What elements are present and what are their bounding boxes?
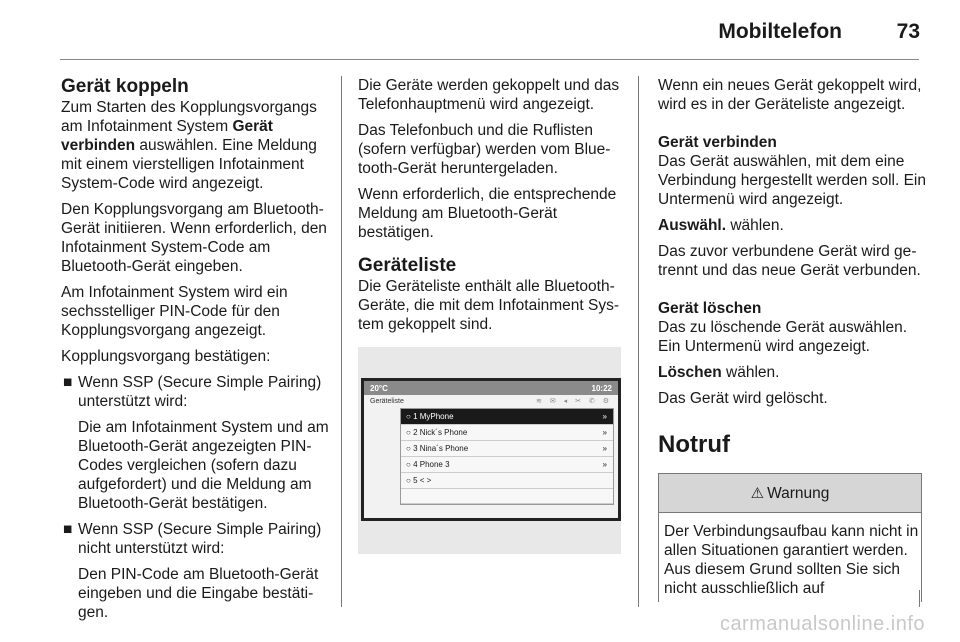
warning-text: Der Verbindungsaufbau kann nicht in allen Situationen garantiert werden. Aus diesem Grund sollten Sie sich nicht ausschließlich auf [664,523,919,597]
bullet-icon: ■ [63,374,73,391]
list-item-text: Wenn SSP (Secure Simple Pairing) unterstützt wird: [78,374,322,410]
text: Zum Starten des Kopplungsvorgangs am Infotainment System [61,99,317,135]
paragraph: Die Geräte werden gekoppelt und das Telefonhauptmenü wird angezeigt. [358,77,620,113]
device-name: ○ 1 MyPhone [406,412,454,421]
paragraph [658,363,926,382]
column-divider-1 [341,76,342,607]
section-heading-pair: Gerät koppeln [61,76,189,97]
section-heading-device-list: Geräteliste [358,255,457,276]
device-label: 1 MyPhone [413,412,454,421]
text: wählen. [721,364,780,381]
paragraph: Die Geräteliste enthält alle Bluetooth-Geräte, die mit dem Infotainment System gekoppelt sind. [358,278,620,333]
list-item-subtext: Den PIN-Code am Bluetooth-Gerät eingeben und die Eingabe bestätigen. [78,566,319,621]
subheading-delete: Gerät löschen [658,300,762,317]
device-item-empty [401,489,613,504]
paragraph: Den Kopplungsvorgang am Bluetooth-Gerät initiieren. Wenn erforderlich, den Infotainment System-Code am Bluetooth-Gerät eingeben. [61,201,327,275]
chevron-right-icon: » [602,444,607,453]
text: auswählen. Eine Meldung mit einem vierstelligen Infotainment System-Code wird angezeigt. [61,137,317,192]
device-name: ○ 2 Nick´s Phone [406,428,468,437]
warning-icon: ⚠ [750,484,765,502]
warning-header [659,474,921,513]
paragraph: Kopplungsvorgang bestätigen: [61,348,271,365]
list-item-text: Wenn SSP (Secure Simple Pairing) nicht unterstützt wird: [78,521,322,557]
device-list [400,408,614,505]
device-name: ○ 5 < > [406,476,432,485]
paragraph [61,98,331,193]
status-icons: ≋ ✉ ◂ ✂ ✆ ⚙ [536,398,612,405]
device-item [401,457,613,473]
device-item [401,473,613,489]
page-number: 73 [896,20,920,43]
list-item-subtext: Die am Infotainment System und am Bluetooth-Gerät angezeigten PIN-Codes vergleichen (sofern dazu aufgefordert) und die Meldung am Bluetooth-Gerät bestätigen. [78,419,329,512]
text: wählen. [726,217,784,234]
device-label: 2 Nick´s Phone [413,428,468,437]
paragraph: Das Telefonbuch und die Ruflisten (sofern verfügbar) werden vom Bluetooth-Gerät heruntergeladen. [358,122,611,177]
section-heading-emergency: Notruf [658,431,730,458]
device-label: 5 < > [413,476,432,485]
paragraph: Wenn erforderlich, die entsprechende Meldung am Bluetooth-Gerät bestätigen. [358,186,617,241]
chevron-right-icon: » [602,428,607,437]
clock: 10:22 [591,383,612,393]
warning-box [658,473,922,602]
watermark: carmanualsonline.info [719,613,925,635]
paragraph: Das Gerät auswählen, mit dem eine Verbindung hergestellt werden soll. Ein Untermenü wird angezeigt. [658,153,926,208]
screen-title: Geräteliste [370,398,404,405]
list-item [61,373,331,513]
column-divider-2 [638,76,639,607]
column-3 [658,76,926,602]
chevron-right-icon: » [602,412,607,421]
paragraph: Wenn ein neues Gerät gekoppelt wird, wird es in der Geräteliste angezeigt. [658,77,922,113]
paragraph: Das zuvor verbundene Gerät wird getrennt und das neue Gerät verbunden. [658,243,921,279]
spacer [658,287,926,299]
screenshot-figure [358,347,621,554]
chevron-right-icon: » [602,460,607,469]
column-2 [358,76,625,554]
infotainment-screen [361,378,621,521]
spacer [658,121,926,133]
device-label: 3 Nina´s Phone [413,444,469,453]
subheading-connect: Gerät verbinden [658,134,777,151]
device-name: ○ 4 Phone 3 [406,460,450,469]
menu-term: Auswähl. [658,217,727,234]
temperature: 20°C [370,383,388,393]
paragraph: Das zu löschende Gerät auswählen. Ein Untermenü wird angezeigt. [658,319,908,355]
paragraph [658,216,926,235]
device-label: 4 Phone 3 [413,460,450,469]
menu-term: Gerät verbinden [61,118,273,154]
screen-title-bar [364,395,618,408]
warning-title: Warnung [767,484,830,502]
paragraph: Am Infotainment System wird ein sechsstelliger PIN-Code für den Kopplungsvorgang angezeigt. [61,284,288,339]
paragraph: Das Gerät wird gelöscht. [658,390,828,407]
header-rule [60,59,919,60]
header-title: Mobiltelefon [718,20,842,43]
device-name: ○ 3 Nina´s Phone [406,444,469,453]
menu-term: Löschen [658,364,722,381]
column-1 [61,76,331,629]
bullet-icon: ■ [63,521,73,538]
list-item [61,520,331,622]
